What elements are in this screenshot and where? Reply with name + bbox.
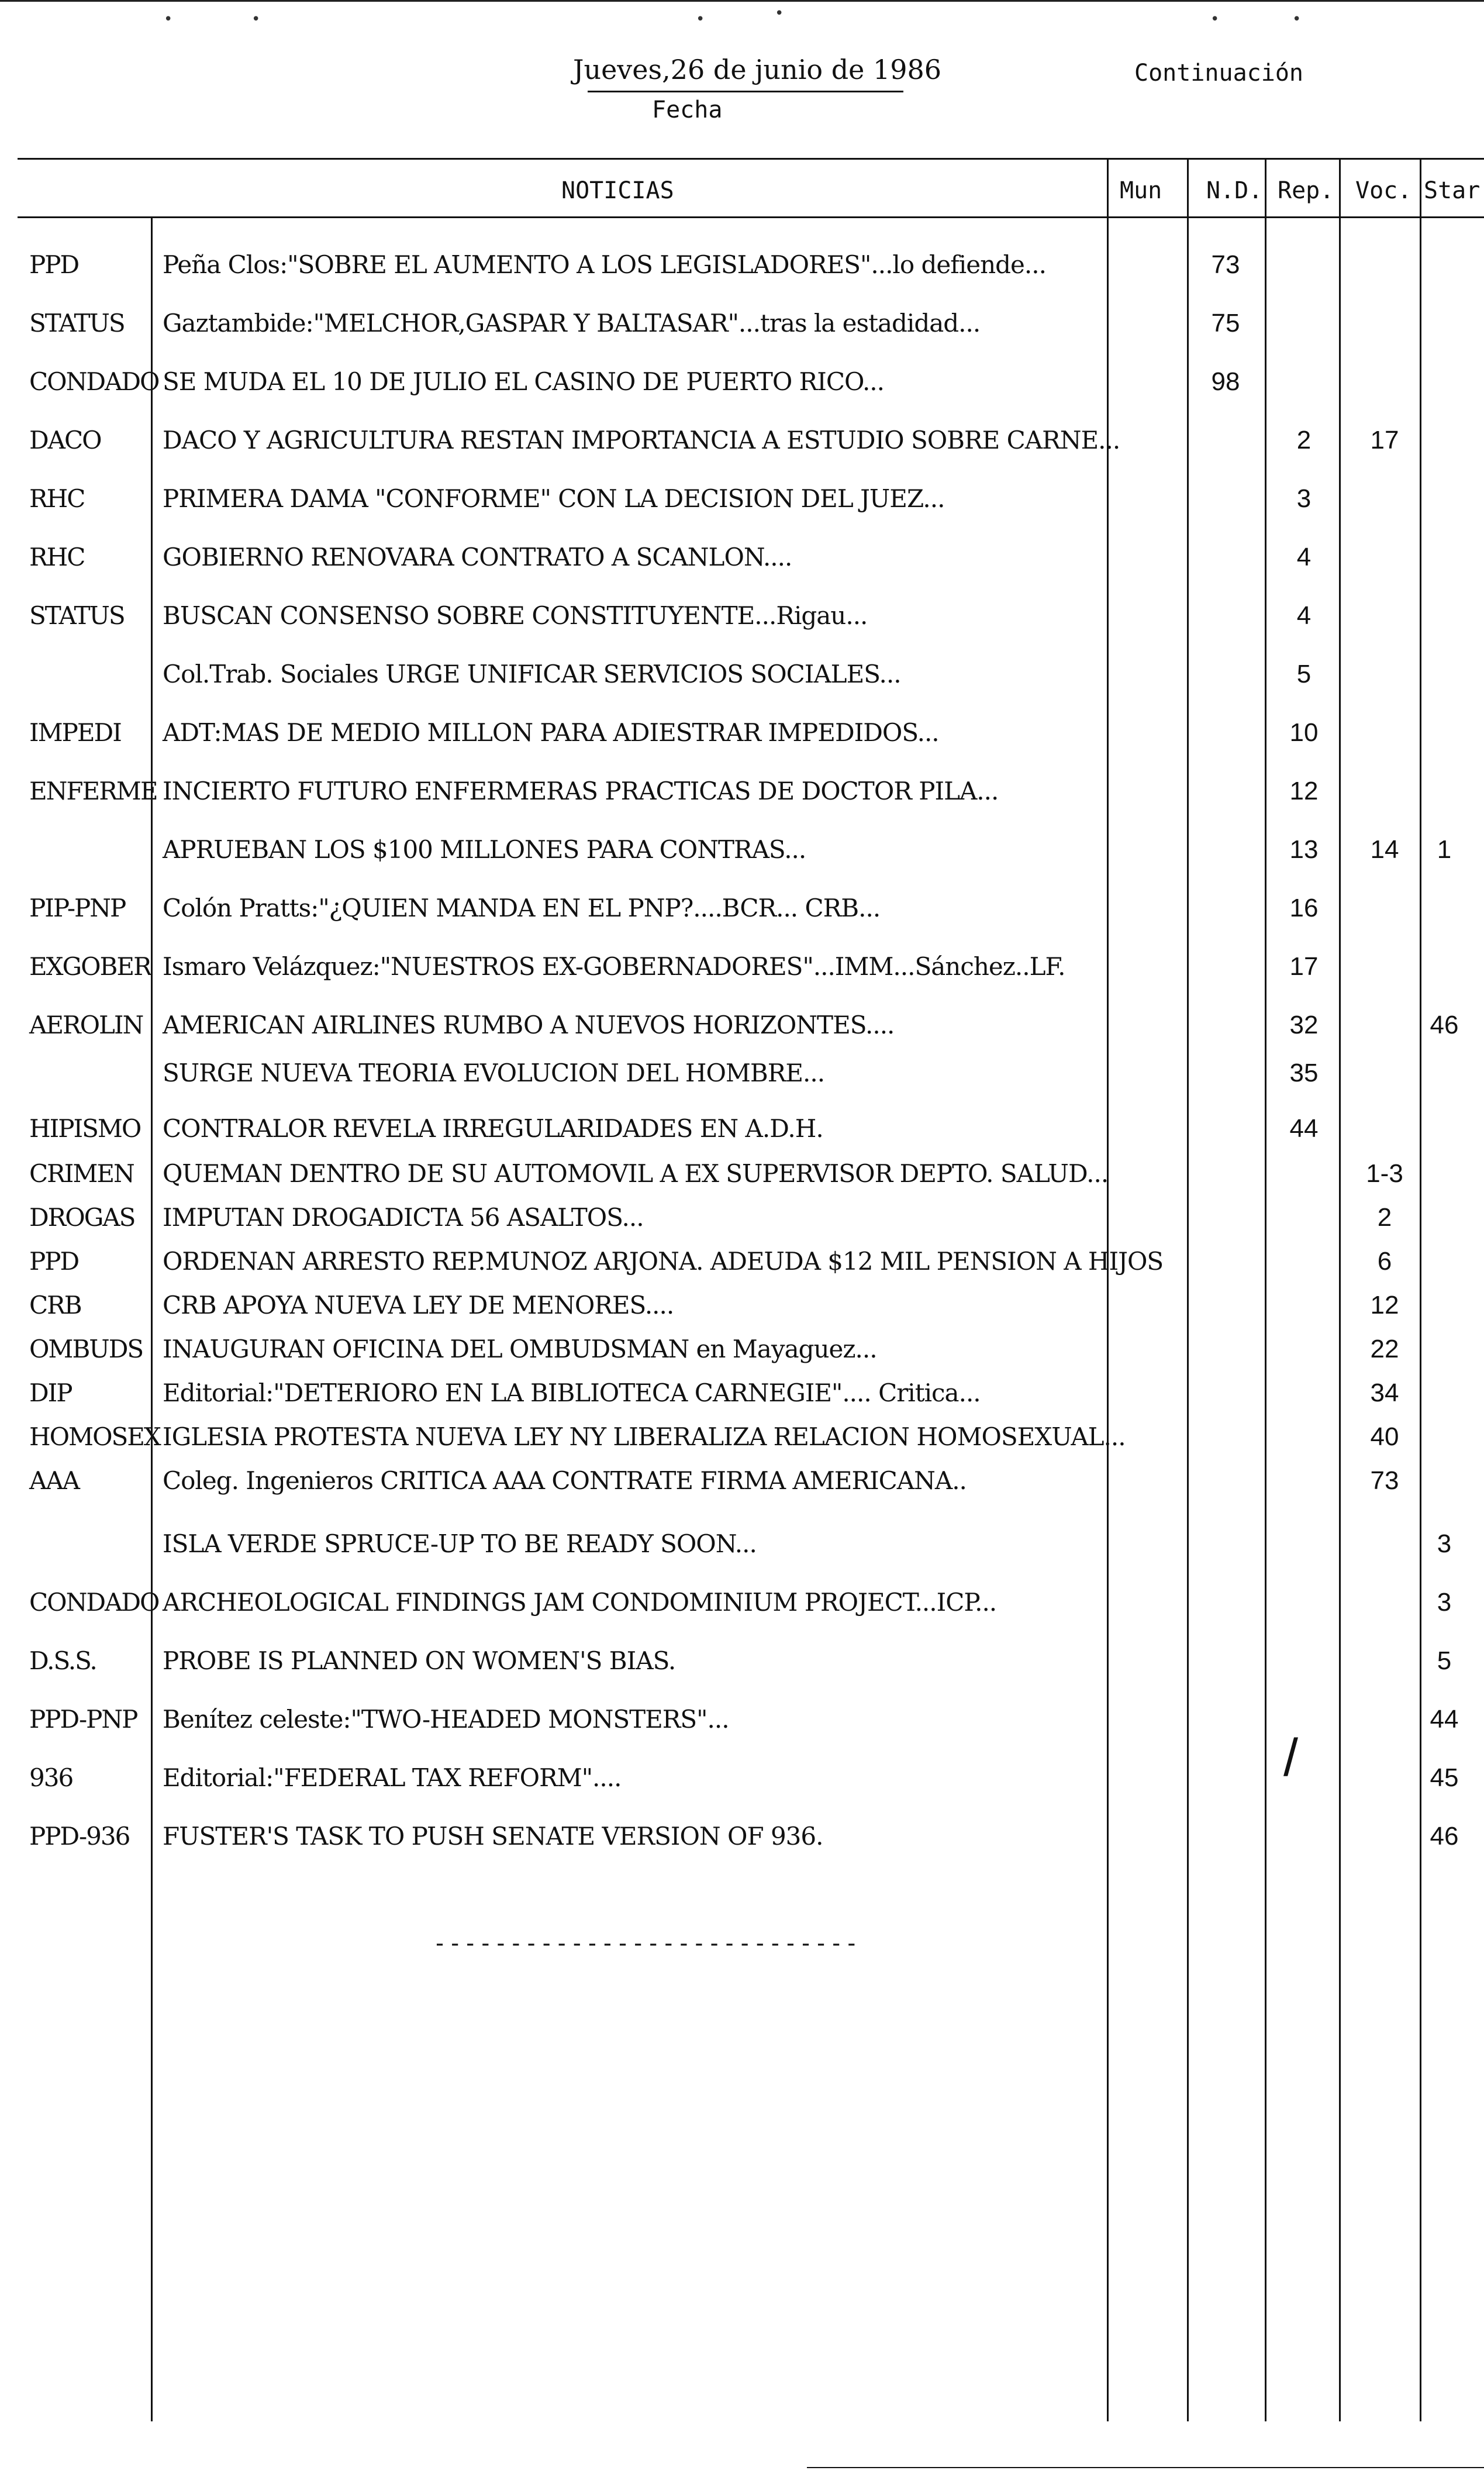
headline: PRIMERA DAMA "CONFORME" CON LA DECISION DEL JUEZ...	[163, 484, 945, 513]
headline: BUSCAN CONSENSO SOBRE CONSTITUYENTE...Rigau...	[163, 601, 868, 630]
table-row	[0, 1646, 1484, 1699]
headline: FUSTER'S TASK TO PUSH SENATE VERSION OF 936.	[163, 1822, 823, 1851]
table-row	[0, 718, 1484, 771]
headline: Editorial:"FEDERAL TAX REFORM"....	[163, 1763, 622, 1792]
table-row	[0, 484, 1484, 537]
section-code: 936	[29, 1763, 73, 1792]
rep-page: 2	[1296, 426, 1312, 454]
rep-page: 10	[1289, 718, 1319, 747]
voc-page: 12	[1370, 1291, 1399, 1319]
headline: Editorial:"DETERIORO EN LA BIBLIOTECA CARNEGIE".... Critica...	[163, 1379, 981, 1407]
header-noticias: NOTICIAS	[561, 177, 674, 204]
rep-page: 4	[1296, 543, 1312, 571]
headline: Benítez celeste:"TWO-HEADED MONSTERS"...	[163, 1705, 729, 1734]
continuation-label: Continuación	[1134, 60, 1303, 87]
bottom-rule	[807, 2467, 1484, 2468]
scan-mark: •	[696, 11, 705, 28]
voc-page: 73	[1370, 1466, 1399, 1495]
voc-page: 14	[1370, 835, 1399, 864]
table-row	[0, 777, 1484, 829]
section-code: PPD	[29, 250, 79, 279]
headline: INCIERTO FUTURO ENFERMERAS PRACTICAS DE DOCTOR PILA...	[163, 777, 999, 805]
table-row	[0, 660, 1484, 712]
section-code: CONDADO	[29, 1588, 159, 1617]
section-code: STATUS	[29, 601, 125, 630]
table-row	[0, 1763, 1484, 1816]
headline: Gaztambide:"MELCHOR,GASPAR Y BALTASAR"...tras la estadidad...	[163, 309, 981, 337]
star-page: 3	[1437, 1529, 1452, 1558]
header-rep: Rep.	[1278, 177, 1334, 204]
pen-stroke: /	[1283, 1729, 1299, 1787]
table-row	[0, 1011, 1484, 1063]
headline: ORDENAN ARRESTO REP.MUNOZ ARJONA. ADEUDA $12 MIL PENSION A HIJOS	[163, 1247, 1164, 1276]
document-date: Jueves,26 de junio de 1986	[573, 54, 942, 85]
section-code: HOMOSEX	[29, 1422, 160, 1451]
header-mun: Mun	[1120, 177, 1162, 204]
table-row	[0, 894, 1484, 946]
voc-page: 34	[1370, 1379, 1399, 1407]
table-header-rule	[18, 216, 1484, 218]
section-code: CRB	[29, 1291, 81, 1319]
header-voc: Voc.	[1355, 177, 1412, 204]
nd-page: 73	[1211, 250, 1240, 279]
section-code: AEROLIN	[29, 1011, 143, 1039]
star-page: 45	[1430, 1763, 1459, 1792]
header-nd: N.D.	[1206, 177, 1263, 204]
table-row	[0, 1705, 1484, 1758]
section-code: AAA	[29, 1466, 79, 1495]
table-row	[0, 543, 1484, 595]
table-row	[0, 250, 1484, 303]
headline: QUEMAN DENTRO DE SU AUTOMOVIL A EX SUPERVISOR DEPTO. SALUD...	[163, 1159, 1109, 1188]
voc-page: 17	[1370, 426, 1399, 454]
headline: GOBIERNO RENOVARA CONTRATO A SCANLON....	[163, 543, 792, 571]
table-row	[0, 1059, 1484, 1111]
headline: CRB APOYA NUEVA LEY DE MENORES....	[163, 1291, 674, 1319]
rep-page: 16	[1289, 894, 1319, 922]
table-row	[0, 835, 1484, 888]
headline: DACO Y AGRICULTURA RESTAN IMPORTANCIA A ESTUDIO SOBRE CARNE...	[163, 426, 1120, 454]
headline: Colón Pratts:"¿QUIEN MANDA EN EL PNP?....BCR... CRB...	[163, 894, 881, 922]
section-code: RHC	[29, 484, 85, 513]
table-row	[0, 367, 1484, 420]
section-code: RHC	[29, 543, 85, 571]
section-code: D.S.S.	[29, 1646, 96, 1675]
table-row	[0, 601, 1484, 654]
table-row	[0, 426, 1484, 478]
section-code: PIP-PNP	[29, 894, 126, 922]
star-page: 44	[1430, 1705, 1459, 1734]
headline: ARCHEOLOGICAL FINDINGS JAM CONDOMINIUM PROJECT...ICP...	[163, 1588, 997, 1617]
section-code: HIPISMO	[29, 1114, 141, 1143]
headline: PROBE IS PLANNED ON WOMEN'S BIAS.	[163, 1646, 676, 1675]
star-page: 46	[1430, 1822, 1459, 1851]
headline: INAUGURAN OFICINA DEL OMBUDSMAN en Mayaguez...	[163, 1335, 877, 1363]
section-code: EXGOBER	[29, 952, 151, 981]
rep-page: 13	[1289, 835, 1319, 864]
section-code: PPD-936	[29, 1822, 130, 1851]
top-rule	[0, 0, 1484, 2]
date-underline	[588, 91, 903, 92]
section-code: IMPEDI	[29, 718, 121, 747]
voc-page: 1-3	[1366, 1159, 1403, 1188]
headline: IGLESIA PROTESTA NUEVA LEY NY LIBERALIZA RELACION HOMOSEXUAL...	[163, 1422, 1126, 1451]
table-row	[0, 952, 1484, 1005]
rep-page: 4	[1296, 601, 1312, 630]
rep-page: 35	[1289, 1059, 1319, 1087]
rep-page: 3	[1296, 484, 1312, 513]
rep-page: 5	[1296, 660, 1312, 688]
rep-page: 17	[1289, 952, 1319, 981]
rep-page: 32	[1289, 1011, 1319, 1039]
rep-page: 12	[1289, 777, 1319, 805]
section-code: DACO	[29, 426, 101, 454]
voc-page: 22	[1370, 1335, 1399, 1363]
star-page: 1	[1437, 835, 1452, 864]
date-caption: Fecha	[652, 97, 723, 123]
rep-page: 44	[1289, 1114, 1319, 1143]
table-row	[0, 1822, 1484, 1875]
headline: CONTRALOR REVELA IRREGULARIDADES EN A.D.H.	[163, 1114, 823, 1143]
headline: APRUEBAN LOS $100 MILLONES PARA CONTRAS...	[163, 835, 806, 864]
voc-page: 2	[1377, 1203, 1392, 1232]
nd-page: 98	[1211, 367, 1240, 396]
scan-mark: •	[1210, 11, 1220, 28]
table-top-rule	[18, 158, 1484, 160]
nd-page: 75	[1211, 309, 1240, 337]
headline: Col.Trab. Sociales URGE UNIFICAR SERVICIOS SOCIALES...	[163, 660, 901, 688]
voc-page: 40	[1370, 1422, 1399, 1451]
section-code: PPD	[29, 1247, 79, 1276]
headline: Ismaro Velázquez:"NUESTROS EX-GOBERNADORES"...IMM...Sánchez..LF.	[163, 952, 1065, 981]
section-code: OMBUDS	[29, 1335, 143, 1363]
scan-mark: •	[775, 5, 784, 22]
headline: Peña Clos:"SOBRE EL AUMENTO A LOS LEGISLADORES"...lo defiende...	[163, 250, 1046, 279]
section-code: CRIMEN	[29, 1159, 134, 1188]
headline: IMPUTAN DROGADICTA 56 ASALTOS...	[163, 1203, 644, 1232]
table-row	[0, 1466, 1484, 1519]
headline: Coleg. Ingenieros CRITICA AAA CONTRATE FIRMA AMERICANA..	[163, 1466, 967, 1495]
section-code: STATUS	[29, 309, 125, 337]
headline: SURGE NUEVA TEORIA EVOLUCION DEL HOMBRE...	[163, 1059, 825, 1087]
table-row	[0, 309, 1484, 361]
star-page: 3	[1437, 1588, 1452, 1617]
header-star: Star	[1424, 177, 1480, 204]
end-dashed-rule: ----------------------------	[433, 1930, 860, 1957]
headline: AMERICAN AIRLINES RUMBO A NUEVOS HORIZONTES....	[163, 1011, 895, 1039]
table-row	[0, 1529, 1484, 1582]
section-code: CONDADO	[29, 367, 159, 396]
star-page: 46	[1430, 1011, 1459, 1039]
section-code: DIP	[29, 1379, 72, 1407]
star-page: 5	[1437, 1646, 1452, 1675]
scan-mark: •	[164, 11, 173, 28]
table-row	[0, 1588, 1484, 1641]
headline: ISLA VERDE SPRUCE-UP TO BE READY SOON...	[163, 1529, 757, 1558]
section-code: PPD-PNP	[29, 1705, 137, 1734]
section-code: DROGAS	[29, 1203, 135, 1232]
voc-page: 6	[1377, 1247, 1392, 1276]
scan-mark: •	[251, 11, 261, 28]
headline: SE MUDA EL 10 DE JULIO EL CASINO DE PUERTO RICO...	[163, 367, 884, 396]
scan-mark: •	[1292, 11, 1302, 28]
section-code: ENFERME	[29, 777, 157, 805]
headline: ADT:MAS DE MEDIO MILLON PARA ADIESTRAR IMPEDIDOS...	[163, 718, 939, 747]
